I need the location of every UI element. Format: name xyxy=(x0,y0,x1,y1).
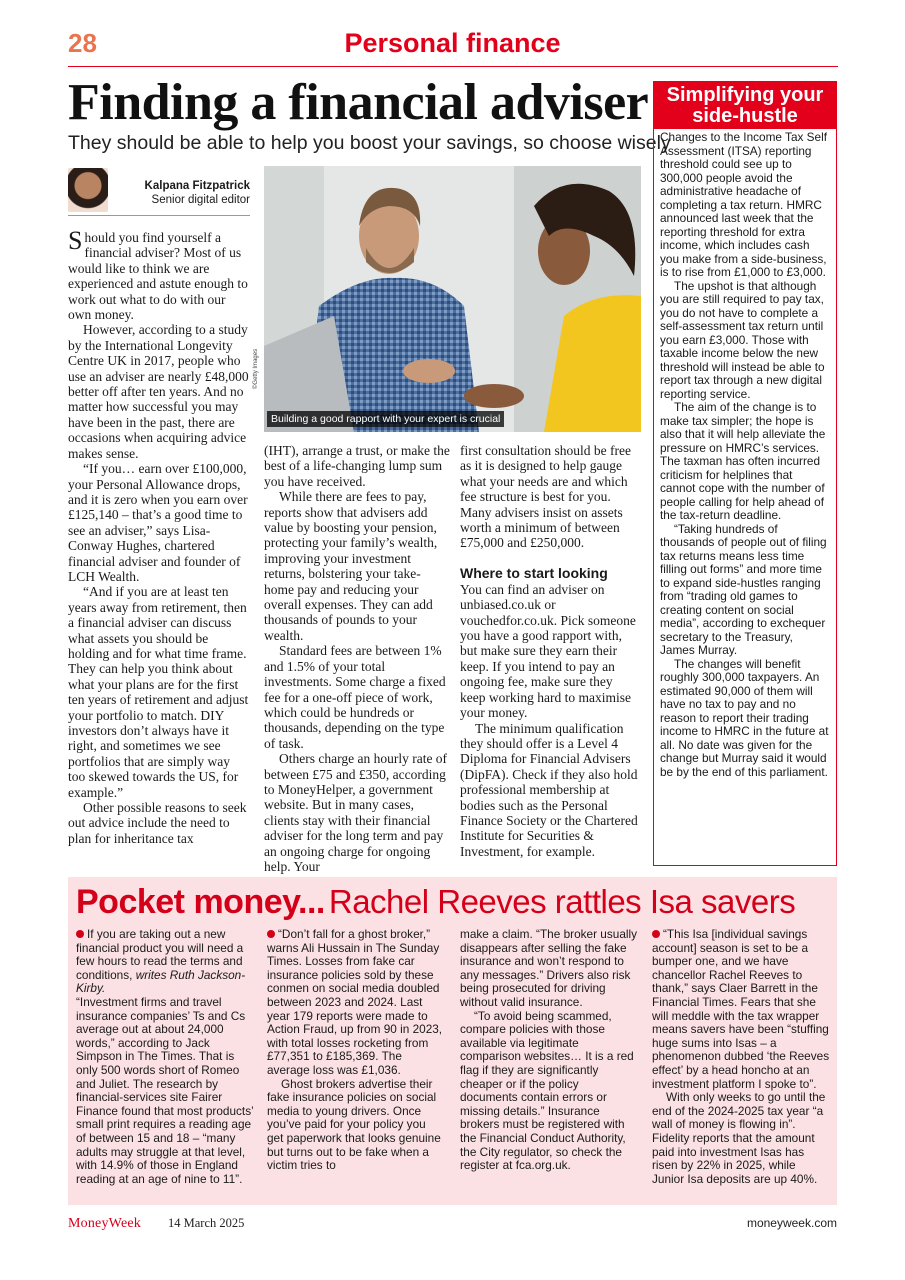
pocket-paragraph: make a claim. “The broker usually disappears after selling the fake insurance and won’t respond to any messages.” Drivers also risk being prosecuted for driving without valid insurance. xyxy=(460,927,638,1009)
paragraph: (IHT), arrange a trust, or make the best of a life-changing lump sum you have received. xyxy=(264,443,450,489)
paragraph: You can find an adviser on unbiased.co.uk or vouchedfor.co.uk. Pick someone you have a good rapport with, but make sure they earn their keep. If you intend to pay an ongoing fee, make sure they keep working hard to maximise your money. xyxy=(460,581,636,721)
bullet-icon xyxy=(76,930,84,938)
bullet-icon xyxy=(652,930,660,938)
bullet-icon xyxy=(267,930,275,938)
sidebar-title: Simplifying your side-hustle xyxy=(654,82,836,129)
section-title: Personal finance xyxy=(344,28,561,58)
article-photo xyxy=(264,166,641,432)
paragraph: Other possible reasons to seek out advice include the need to plan for inheritance tax xyxy=(68,800,247,846)
paragraph: Should you find yourself a financial adviser? Most of us would like to think we are experienced and astute enough to work out what to do with our own money. xyxy=(68,226,248,323)
article-column-1 xyxy=(68,226,250,846)
paragraph: Standard fees are between 1% and 1.5% of your total investments. Some charge a fixed fee for a one-off piece of work, which could be hundreds or thousands, depending on the type of task. xyxy=(264,643,446,751)
article-column-3 xyxy=(460,443,638,859)
sidebar-paragraph: “Taking hundreds of thousands of people out of filing tax returns means less time filling out forms” and more time to expand side-hustles ranging from “trading old games to creating content on social media”, according to exchequer secretary to the Treasury, James Murray. xyxy=(660,521,827,657)
lead-text: If you are taking out a new financial product you will need a few hours to read the terms and conditions, xyxy=(76,927,244,982)
pocket-money-title-bold: Pocket money... xyxy=(76,883,325,921)
paragraph: The minimum qualification they should offer is a Level 4 Diploma for Financial Advisers (DipFA). Check if they also hold professional membership at bodies such as the Personal Finance Society or the Chartered Institute for Securities & Investment, for example. xyxy=(460,720,638,859)
photo-illustration xyxy=(264,166,641,432)
sidebar-body xyxy=(654,129,836,779)
pocket-paragraph xyxy=(652,928,830,1091)
paragraph: Others charge an hourly rate of between £75 and £350, according to MoneyHelper, a government website. But in many cases, clients stay with their financial adviser for the long term and pay an ongoing charge for ongoing help. Your xyxy=(264,751,448,874)
pocket-money-title xyxy=(76,883,795,922)
paragraph: “If you… earn over £100,000, your Personal Allowance drops, and it is zero when you earn over £125,140 – that’s a good time to see an adviser,” says Lisa-Conway Hughes, chartered financial adviser and founder of LCH Wealth. xyxy=(68,461,248,584)
sidebar-paragraph: The changes will benefit roughly 300,000 taxpayers. An estimated 90,000 of them will have no tax to pay and no reason to report their trading income to HMRC in the future at all. No date was given for the change but Murray said it would be by the end of this parliament. xyxy=(660,656,829,779)
subheading: Where to start looking xyxy=(460,564,608,581)
paragraph: However, according to a study by the International Longevity Centre UK in 2017, people who use an adviser are nearly £48,000 better off after ten years. And no matter how successful you may have been in the past, there are occasions when acquiring advice makes sense. xyxy=(68,322,249,461)
pocket-money-title-light: Rachel Reeves rattles Isa savers xyxy=(328,883,796,920)
pocket-paragraph xyxy=(267,928,445,1078)
photo-credit: ©Getty Images xyxy=(253,348,259,389)
pocket-column-2 xyxy=(267,928,445,1173)
sidebar-paragraph: Changes to the Income Tax Self Assessment (ITSA) reporting threshold could see up to 300,000 people avoid the administrative headache of completing a tax return. HMRC announced last week that the reporting threshold for extra income, which includes cash you make from a side-business, is to rise from £1,000 to £3,000. xyxy=(660,130,828,279)
byline-divider xyxy=(68,215,250,216)
website-url[interactable]: moneyweek.com xyxy=(746,1216,837,1230)
moneyweek-logo: MoneyWeek xyxy=(68,1216,141,1231)
byline xyxy=(68,168,250,214)
pocket-money-box xyxy=(68,877,837,1205)
paragraph: first consultation should be free as it is designed to help gauge what your needs are and which fee structure is best for you. Many advisers insist on assets worth a minimum of between £75,000 and £250,000. xyxy=(460,443,631,551)
author-credit: writes Ruth Jackson-Kirby. xyxy=(76,967,246,996)
photo-caption: Building a good rapport with your expert is crucial xyxy=(267,411,504,427)
pocket-column-4 xyxy=(652,928,830,1186)
pocket-paragraph: “To avoid being scammed, compare policies with those available via legitimate comparison websites… It is a red flag if they are significantly cheaper or if the policy documents contain errors or missing details.” Insurance brokers must be registered with the Financial Conduct Authority, the City regulator, so check the register at fca.org.uk. xyxy=(460,1008,634,1173)
sidebar-box xyxy=(653,81,837,866)
paragraph: While there are fees to pay, reports show that advisers add value by boosting your pension, protecting your family’s wealth, improving your investment returns, bolstering your take-home pay and reducing your overall expenses. They can add thousands of pounds to your wealth. xyxy=(264,489,438,643)
author-role: Senior digital editor xyxy=(151,194,250,206)
pocket-column-3 xyxy=(460,928,638,1173)
author-name: Kalpana Fitzpatrick xyxy=(144,180,250,192)
article-standfirst: They should be able to help you boost your savings, so choose wisely xyxy=(68,132,671,154)
header-rule xyxy=(68,66,838,67)
pocket-paragraph: With only weeks to go until the end of the 2024-2025 tax year “a wall of money is flowing in”. Fidelity reports that the amount paid into investment Isas has risen by 22% in 2025, while Junior Isa deposits are up 40%. xyxy=(652,1090,826,1186)
author-avatar xyxy=(68,168,108,212)
issue-date: 14 March 2025 xyxy=(168,1216,245,1230)
paragraph-text: “Don’t fall for a ghost broker,” warns Ali Hussain in The Sunday Times. Losses from fake car insurance policies sold by these conmen on social media doubled between 2023 and 2024. Last year 179 reports were made to Action Fraud, up from 90 in 2023, with total losses rocketing from £77,351 to £185,369. The average loss was £1,036. xyxy=(267,927,443,1077)
page-number: 28 xyxy=(68,28,97,58)
pocket-paragraph: “Investment firms and travel insurance companies’ Ts and Cs average out at about 24,000 words,” according to Jack Simpson in The Times. That is only 500 words short of Romeo and Juliet. The research by financial-services site Fairer Finance found that most products’ small print requires a reading age of between 15 and 18 – “many adults may struggle at that level, with 14.9% of those in England reading at an age of nine to 11”. xyxy=(76,994,254,1186)
pocket-paragraph: Ghost brokers advertise their fake insurance policies on social media to young drivers. Once you’ve paid for your policy you get paperwork that looks genuine but turns out to be fake when a victim tries to xyxy=(267,1076,441,1173)
paragraph-text: “This Isa [individual savings account] season is set to be a bumper one, and we have chancellor Rachel Reeves to thank,” says Claer Barrett in the Financial Times. Fears that she will meddle with the tax wrapper means savers have been “stuffing huge sums into Isas – a phenomenon dubbed ‘the Reeves effect’ by a head honcho at an investment platform I spoke to”. xyxy=(652,927,830,1091)
paragraph: “And if you are at least ten years away from retirement, then a financial adviser can discuss what assets you should be holding and for what time frame. They can help you think about what your plans are for the first ten years of retirement and adjust your portfolio to match. DIY investors don’t always have it right, and sometimes we see portfolios that are simply way too skewed towards the US, for example.” xyxy=(68,584,249,800)
article-column-2 xyxy=(264,443,450,874)
pocket-column-1 xyxy=(76,928,254,1186)
article-headline: Finding a financial adviser xyxy=(68,74,649,131)
sidebar-paragraph: The aim of the change is to make tax simpler; the hope is also that it will help alleviate the pressure on HMRC’s services. The taxman has often incurred criticism for helplines that cannot cope with the number of people calling for help ahead of the tax-return deadline. xyxy=(660,400,826,522)
pocket-paragraph xyxy=(76,928,254,996)
sidebar-paragraph: The upshot is that although you are still required to pay tax, you do not have to complete a self-assessment tax return until you earn £3,000. Those with taxable income below the new threshold will instead be able to report tax through a new digital reporting service. xyxy=(660,278,825,401)
